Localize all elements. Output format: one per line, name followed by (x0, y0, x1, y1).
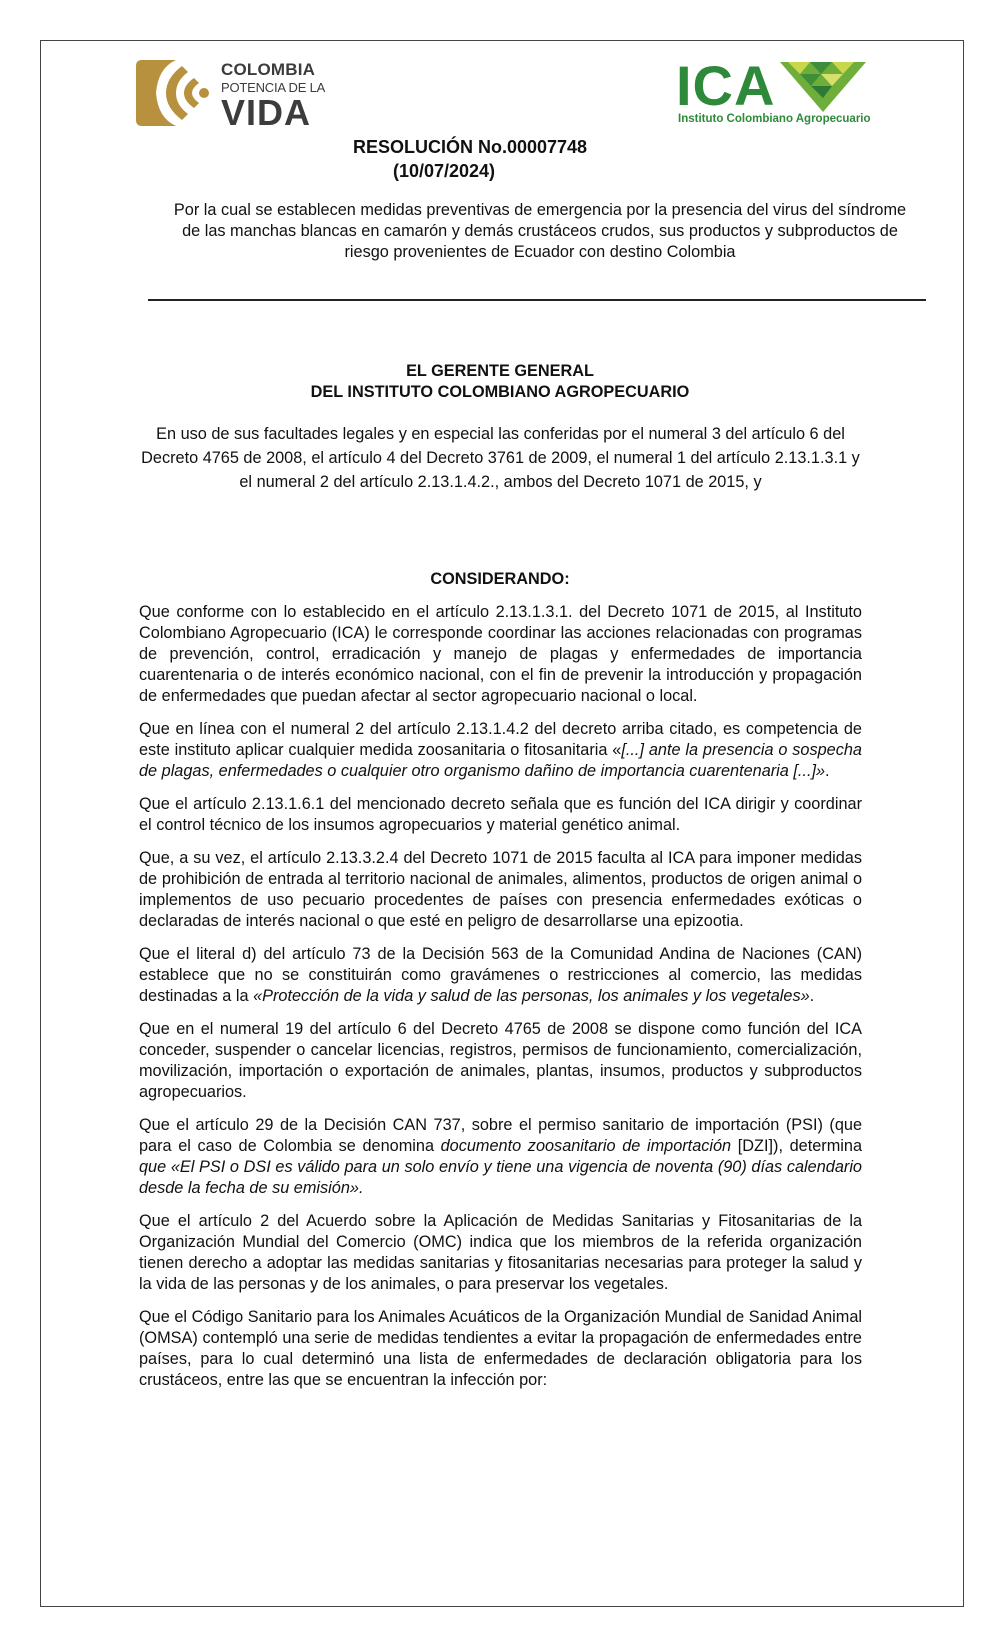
resolution-number: RESOLUCIÓN No.00007748 (352, 137, 588, 157)
ica-logo-subtitle: Instituto Colombiano Agropecuario (678, 113, 871, 125)
paragraph-3: Que el artículo 2.13.1.6.1 del mencionado decreto señala que es función del ICA dirigir y coordinar el control técnico de los insumos agropecuarios y material genético animal. (139, 795, 862, 834)
paragraph-4: Que, a su vez, el artículo 2.13.3.2.4 del Decreto 1071 de 2015 faculta al ICA para imponer medidas de prohibición de entrada al territorio nacional de animales, alimentos, productos de origen animal o implementos de uso pecuario procedentes de países con presencia enfermedades exóticas o declaradas de interés nacional o que esté en peligro de desarrollarse una epizootia. (139, 849, 862, 930)
resolution-summary: Por la cual se establecen medidas preventivas de emergencia por la presencia del virus del síndrome de las manchas blancas en camarón y demás crustáceos crudos, sus productos y subproductos de riesgo provenientes de Ecuador con destino Colombia (173, 201, 907, 261)
paragraph-6: Que en el numeral 19 del artículo 6 del Decreto 4765 de 2008 se dispone como función del ICA conceder, suspender o cancelar licencias, registros, permisos de funcionamiento, comercialización, movilización, importación o exportación de animales, plantas, insumos, productos y subproductos agropecuarios. (139, 1020, 862, 1101)
paragraph-7-text: Que el artículo 29 de la Decisión CAN 737, sobre el permiso sanitario de importación (PSI) (que para el caso de Colombia se denomina (139, 1116, 862, 1155)
logo-line-vida: VIDA (221, 92, 312, 133)
paragraph-2-end: . (825, 762, 830, 780)
colombia-potencia-logo (136, 58, 326, 133)
logo-line-potencia: POTENCIA DE LA (221, 80, 326, 95)
paragraph-1: Que conforme con lo establecido en el artículo 2.13.1.3.1. del Decreto 1071 de 2015, al Instituto Colombiano Agropecuario (ICA) le corresponde coordinar las acciones relacionadas con programas de prevención, control, erradicación y manejo de plagas y enfermedades de importancia cuarentenaria o de interés económico nacional, con el fin de prevenir la introducción y propagación de enfermedades que puedan afectar al sector agropecuario nacional o local. (139, 603, 862, 705)
paragraph-5-quote: «Protección de la vida y salud de las personas, los animales y los vegetales» (253, 987, 810, 1005)
paragraph-2-quote: [...] ante la presencia o sospecha de plagas, enfermedades o cualquier otro organismo dañino de importancia cuarentenaria [...]» (139, 741, 862, 780)
paragraph-2 (139, 719, 862, 782)
resolution-heading (0, 135, 1000, 183)
paragraph-7 (139, 1115, 862, 1199)
authority-line-2: DEL INSTITUTO COLOMBIANO AGROPECUARIO (310, 383, 690, 401)
paragraph-2-text: Que en línea con el numeral 2 del artículo 2.13.1.4.2 del decreto arriba citado, es competencia de este instituto aplicar cualquier medida zoosanitaria o fitosanitaria « (139, 720, 862, 759)
ica-logo (676, 54, 876, 130)
issuing-authority (0, 361, 1000, 403)
paragraph-5-end: . (809, 987, 815, 1005)
considerando-heading: CONSIDERANDO: (430, 570, 570, 588)
paragraph-9: Que el Código Sanitario para los Animales Acuáticos de la Organización Mundial de Sanidad Animal (OMSA) contempló una serie de medidas tendientes a evitar la propagación de enfermedades entre países, para lo cual determinó una lista de enfermedades de declaración obligatoria para los crustáceos, entre las que se encuentran la infección por: (139, 1308, 862, 1389)
paragraph-5-text: Que el literal d) del artículo 73 de la Decisión 563 de la Comunidad Andina de Naciones (CAN) establece que no se constituirán como gravámenes o restricciones al comercio, las medidas destinadas a la (139, 945, 862, 1005)
legal-powers-statement: En uso de sus facultades legales y en especial las conferidas por el numeral 3 del artículo 6 del Decreto 4765 de 2008, el artículo 4 del Decreto 3761 de 2009, el numeral 1 del artículo 2.13.1.3.1 y el numeral 2 del artículo 2.13.1.4.2., ambos del Decreto 1071 de 2015, y (141, 425, 860, 491)
considerando-body (139, 602, 862, 1403)
paragraph-8: Que el artículo 2 del Acuerdo sobre la Aplicación de Medidas Sanitarias y Fitosanitarias de la Organización Mundial del Comercio (OMC) indica que los miembros de la referida organización tienen derecho a adoptar las medidas sanitarias y fitosanitarias necesarias para proteger la salud y la vida de las personas y de los animales, o para preservar los vegetales. (139, 1212, 862, 1293)
resolution-date: (10/07/2024) (392, 161, 496, 181)
authority-line-1: EL GERENTE GENERAL (406, 362, 594, 380)
logo-line-colombia: COLOMBIA (221, 60, 316, 79)
paragraph-7-term: documento zoosanitario de importación (440, 1137, 732, 1155)
paragraph-7-quote: que «El PSI o DSI es válido para un solo envío y tiene una vigencia de noventa (90) días calendario desde la fecha de su emisión». (139, 1158, 862, 1197)
paragraph-5 (139, 944, 862, 1007)
ica-leaf-icon (780, 62, 866, 112)
colombia-emblem-icon (136, 60, 216, 126)
ica-logo-text: ICA (676, 54, 776, 117)
paragraph-7-mid: [DZI]), determina (731, 1137, 862, 1155)
title-divider (148, 299, 926, 301)
